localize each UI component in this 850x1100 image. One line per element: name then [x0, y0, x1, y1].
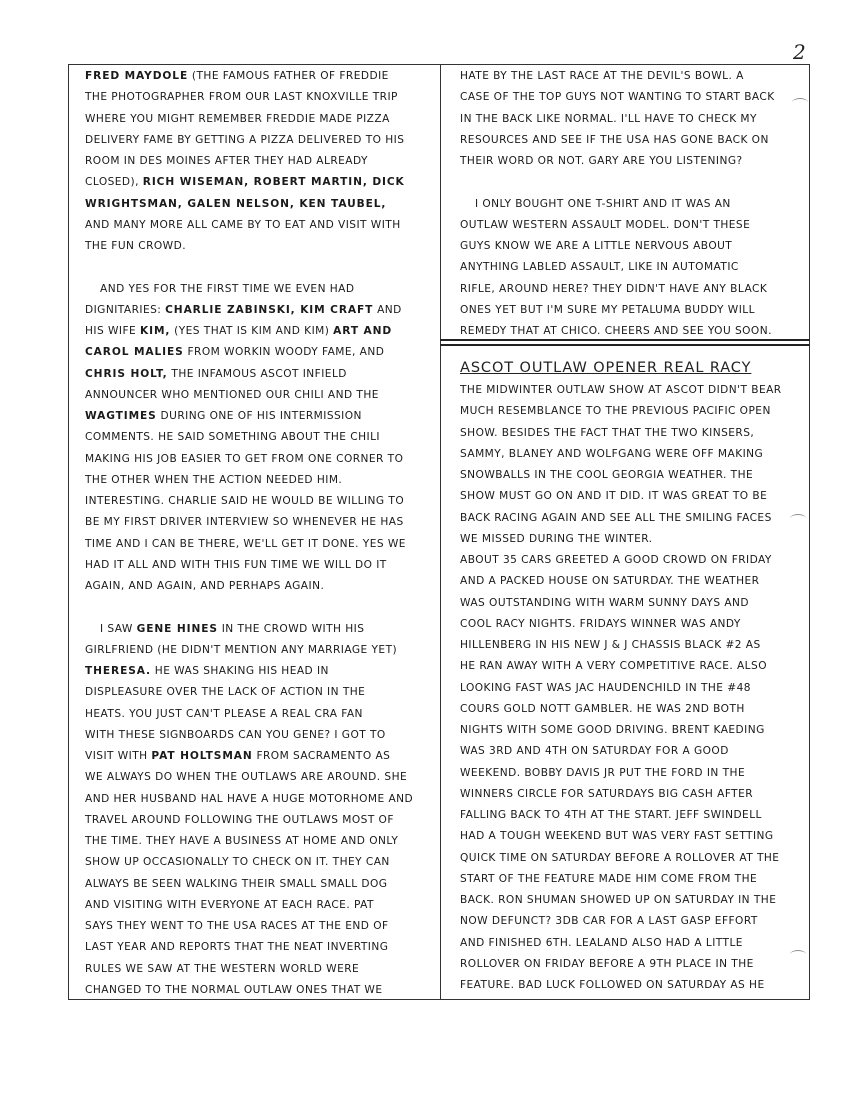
text-line — [85, 194, 430, 215]
text-segment: INTERESTING. CHARLIE SAID HE WOULD BE WILLING TO — [85, 495, 405, 507]
text-segment: AGAIN, AND AGAIN, AND PERHAPS AGAIN. — [85, 580, 325, 592]
paragraph-gene-hines — [85, 619, 430, 1002]
text-line: WAS OUTSTANDING WITH WARM SUNNY DAYS AND — [460, 596, 749, 609]
text-segment: I SAW — [100, 622, 137, 635]
text-line — [85, 406, 430, 427]
name-highlight: PAT HOLTSMAN — [151, 750, 253, 762]
text-line — [85, 746, 430, 767]
text-line — [85, 109, 430, 130]
text-line: SAMMY, BLANEY AND WOLFGANG WERE OFF MAKING — [460, 447, 764, 460]
text-line — [85, 449, 430, 470]
text-line: COURS GOLD NOTT GAMBLER. HE WAS 2ND BOTH — [460, 702, 745, 715]
text-segment: ROOM IN DES MOINES AFTER THEY HAD ALREADY — [85, 155, 368, 167]
text-line: WAS 3RD AND 4TH ON SATURDAY FOR A GOOD — [460, 745, 729, 758]
text-line — [85, 321, 430, 342]
text-line — [85, 300, 430, 321]
text-line — [85, 534, 430, 555]
text-segment: AND YES FOR THE FIRST TIME WE EVEN HAD — [100, 282, 355, 295]
name-highlight: THERESA. — [85, 665, 151, 677]
text-segment: AND HER HUSBAND HAL HAVE A HUGE MOTORHOME AND — [85, 792, 414, 805]
text-line: MUCH RESEMBLANCE TO THE PREVIOUS PACIFIC OPEN — [460, 405, 771, 418]
text-segment: MAKING HIS JOB EASIER TO GET FROM ONE CORNER TO — [85, 452, 404, 465]
text-line — [85, 364, 430, 385]
text-line — [85, 980, 430, 1001]
text-segment: HEATS. YOU JUST CAN'T PLEASE A REAL CRA FAN — [85, 707, 363, 720]
text-line: WE MISSED DURING THE WINTER. — [460, 532, 653, 545]
text-line — [85, 852, 430, 873]
text-segment: THE PHOTOGRAPHER FROM OUR LAST KNOXVILLE TRIP — [85, 91, 398, 104]
text-line: HILLENBERG IN HIS NEW J & J CHASSIS BLACK #2 AS — [460, 639, 761, 651]
text-segment: BE MY FIRST DRIVER INTERVIEW SO WHENEVER HE HAS — [85, 516, 404, 529]
text-line — [85, 704, 430, 725]
text-segment: HIS WIFE — [85, 325, 140, 337]
text-segment: DISPLEASURE OVER THE LACK OF ACTION IN THE — [85, 686, 366, 699]
text-line: WEEKEND. BOBBY DAVIS JR PUT THE FORD IN THE — [460, 766, 746, 779]
text-line: GUYS KNOW WE ARE A LITTLE NERVOUS ABOUT — [460, 240, 733, 252]
text-line — [85, 470, 430, 491]
text-segment: HE WAS SHAKING HIS HEAD IN — [150, 665, 329, 677]
text-segment: SAYS THEY WENT TO THE USA RACES AT THE END OF — [85, 920, 389, 932]
text-segment: WITH THESE SIGNBOARDS CAN YOU GENE? I GOT TO — [85, 728, 386, 741]
text-segment: AND VISITING WITH EVERYONE AT EACH RACE. PAT — [85, 898, 374, 911]
text-segment: TRAVEL AROUND FOLLOWING THE OUTLAWS MOST OF — [85, 813, 394, 826]
text-segment: LAST YEAR AND REPORTS THAT THE NEAT INVERTING — [85, 941, 389, 954]
text-segment: ANNOUNCER WHO MENTIONED OUR CHILI AND THE — [85, 388, 379, 401]
text-line — [85, 215, 430, 236]
text-line: SHOW MUST GO ON AND IT DID. IT WAS GREAT TO BE — [460, 490, 768, 503]
text-line: FALLING BACK TO 4TH AT THE START. JEFF SWINDELL — [460, 809, 762, 821]
text-line: AND FINISHED 6TH. LEALAND ALSO HAD A LITTLE — [460, 936, 743, 949]
name-highlight: CAROL MALIES — [85, 346, 184, 359]
text-segment: DELIVERY FAME BY GETTING A PIZZA DELIVERED TO HIS — [85, 133, 405, 146]
text-line — [85, 130, 430, 151]
text-line — [85, 619, 430, 640]
text-line: NIGHTS WITH SOME GOOD DRIVING. BRENT KAEDING — [460, 724, 765, 736]
text-line — [85, 831, 430, 852]
text-segment: DIGNITARIES: — [85, 303, 166, 316]
text-line: ANYTHING LABLED ASSAULT, LIKE IN AUTOMATIC — [460, 261, 739, 274]
text-line — [85, 385, 430, 406]
text-line — [85, 874, 430, 895]
text-line — [85, 491, 430, 512]
page-number: 2 — [793, 40, 806, 64]
text-segment: THE FUN CROWD. — [85, 240, 187, 252]
text-line — [85, 767, 430, 788]
name-highlight: WRIGHTSMAN, GALEN NELSON, KEN TAUBEL, — [85, 197, 387, 210]
text-line: RIFLE, AROUND HERE? THEY DIDN'T HAVE ANY BLACK — [460, 282, 768, 295]
text-line: BACK. RON SHUMAN SHOWED UP ON SATURDAY IN THE — [460, 894, 777, 906]
text-line — [85, 87, 430, 108]
text-line — [85, 937, 430, 958]
text-line: NOW DEFUNCT? 3DB CAR FOR A LAST GASP EFFORT — [460, 915, 758, 928]
text-line: OUTLAW WESTERN ASSAULT MODEL. DON'T THESE — [460, 218, 751, 231]
text-line: BACK RACING AGAIN AND SEE ALL THE SMILING FACES — [460, 511, 772, 524]
text-line — [85, 895, 430, 916]
text-segment: (THE FAMOUS FATHER OF FREDDIE — [188, 70, 389, 82]
paragraph-guests — [85, 66, 430, 257]
text-line — [85, 661, 430, 682]
text-line: SHOW. BESIDES THE FACT THAT THE TWO KINSERS, — [460, 426, 755, 439]
text-line: START OF THE FEATURE MADE HIM COME FROM THE — [460, 872, 758, 885]
text-segment: CLOSED), — [85, 176, 143, 189]
text-line — [85, 555, 430, 576]
text-line: ABOUT 35 CARS GREETED A GOOD CROWD ON FRIDAY — [460, 554, 772, 566]
name-highlight: GENE HINES — [136, 622, 218, 635]
text-line — [85, 427, 430, 448]
text-line — [85, 279, 430, 300]
text-segment: IN THE CROWD WITH HIS — [217, 622, 365, 635]
text-line: CASE OF THE TOP GUYS NOT WANTING TO START BACK — [460, 91, 775, 104]
text-segment: VISIT WITH — [85, 750, 152, 762]
name-highlight: ART AND — [333, 325, 393, 337]
text-segment: SHOW UP OCCASIONALLY TO CHECK ON IT. THEY CAN — [85, 856, 390, 869]
text-line — [85, 916, 430, 937]
name-highlight: RICH WISEMAN, ROBERT MARTIN, DICK — [142, 176, 405, 189]
column-divider — [440, 64, 441, 1000]
text-segment: COMMENTS. HE SAID SOMETHING ABOUT THE CHILI — [85, 431, 380, 444]
text-segment: RULES WE SAW AT THE WESTERN WORLD WERE — [85, 962, 360, 975]
text-line: IN THE BACK LIKE NORMAL. I'LL HAVE TO CHECK MY — [460, 112, 757, 125]
text-line: WINNERS CIRCLE FOR SATURDAYS BIG CASH AFTER — [460, 787, 754, 800]
text-segment: TIME AND I CAN BE THERE, WE'LL GET IT DONE. YES WE — [85, 537, 406, 550]
text-segment: (YES THAT IS KIM AND KIM) — [170, 325, 334, 337]
text-segment: WHERE YOU MIGHT REMEMBER FREDDIE MADE PIZZA — [85, 112, 390, 125]
text-line: QUICK TIME ON SATURDAY BEFORE A ROLLOVER AT THE — [460, 851, 780, 864]
text-line — [85, 151, 430, 172]
name-highlight: WAGTIMES — [85, 410, 157, 422]
text-line — [85, 236, 430, 257]
text-line — [85, 682, 430, 703]
text-line: ROLLOVER ON FRIDAY BEFORE A 9TH PLACE IN THE — [460, 957, 754, 970]
text-line — [85, 172, 430, 193]
paragraph-devils-bowl — [460, 66, 805, 172]
text-line: COOL RACY NIGHTS. FRIDAYS WINNER WAS ANDY — [460, 617, 741, 630]
text-line — [85, 810, 430, 831]
name-highlight: KIM, — [140, 325, 171, 337]
text-line — [85, 959, 430, 980]
text-line — [85, 66, 430, 87]
text-line: HAD A TOUGH WEEKEND BUT WAS VERY FAST SETTING — [460, 830, 774, 843]
text-segment: AND MANY MORE ALL CAME BY TO EAT AND VISIT WITH — [85, 218, 401, 231]
text-line: ONES YET BUT I'M SURE MY PETALUMA BUDDY WILL — [460, 303, 755, 316]
text-line — [85, 789, 430, 810]
right-column-top — [460, 66, 805, 342]
text-segment: ALWAYS BE SEEN WALKING THEIR SMALL SMALL DOG — [85, 877, 388, 890]
article-paragraph-midwinter — [460, 380, 805, 550]
paragraph-dignitaries — [85, 279, 430, 598]
text-line: THEIR WORD OR NOT. GARY ARE YOU LISTENING? — [460, 155, 743, 167]
text-segment: GIRLFRIEND (HE DIDN'T MENTION ANY MARRIAGE YET) — [85, 643, 398, 656]
article-paragraph-results — [460, 550, 805, 996]
text-segment: FROM WORKIN WOODY FAME, AND — [183, 346, 385, 359]
text-segment: THE OTHER WHEN THE ACTION NEEDED HIM. — [85, 473, 343, 486]
text-line — [85, 640, 430, 661]
text-line: REMEDY THAT AT CHICO. CHEERS AND SEE YOU SOON. — [460, 325, 772, 337]
text-line: THE MIDWINTER OUTLAW SHOW AT ASCOT DIDN'T BEAR — [460, 384, 782, 396]
name-highlight: CHARLIE ZABINSKI, KIM CRAFT — [165, 303, 374, 316]
text-line: HE RAN AWAY WITH A VERY COMPETITIVE RACE. ALSO — [460, 660, 767, 673]
text-segment: CHANGED TO THE NORMAL OUTLAW ONES THAT WE — [85, 983, 383, 996]
text-segment: THE INFAMOUS ASCOT INFIELD — [167, 367, 347, 380]
text-segment: DURING ONE OF HIS INTERMISSION — [156, 410, 362, 422]
paragraph-t-shirt — [460, 194, 805, 343]
text-segment: THE TIME. THEY HAVE A BUSINESS AT HOME AND ONLY — [85, 835, 399, 847]
name-highlight: FRED MAYDOLE — [85, 70, 189, 82]
text-segment: WE ALWAYS DO WHEN THE OUTLAWS ARE AROUND. SHE — [85, 771, 408, 784]
text-line: RESOURCES AND SEE IF THE USA HAS GONE BACK ON — [460, 133, 769, 146]
text-line: LOOKING FAST WAS JAC HAUDENCHILD IN THE #48 — [460, 681, 751, 694]
text-segment: HAD IT ALL AND WITH THIS FUN TIME WE WILL DO IT — [85, 558, 387, 571]
article-headline: ASCOT OUTLAW OPENER REAL RACY — [460, 360, 752, 376]
text-line: I ONLY BOUGHT ONE T-SHIRT AND IT WAS AN — [475, 197, 731, 210]
text-line: AND A PACKED HOUSE ON SATURDAY. THE WEATHER — [460, 575, 760, 588]
text-line — [85, 512, 430, 533]
name-highlight: CHRIS HOLT, — [85, 367, 168, 380]
text-line: FEATURE. BAD LUCK FOLLOWED ON SATURDAY AS HE — [460, 979, 765, 991]
text-segment: FROM SACRAMENTO AS — [252, 750, 391, 762]
article-ascot — [460, 356, 805, 996]
text-line — [85, 725, 430, 746]
left-column — [85, 66, 430, 1001]
text-line — [85, 576, 430, 597]
text-segment: AND — [373, 303, 402, 316]
text-line: HATE BY THE LAST RACE AT THE DEVIL'S BOWL. A — [460, 70, 744, 82]
text-line — [85, 342, 430, 363]
text-line: SNOWBALLS IN THE COOL GEORGIA WEATHER. THE — [460, 469, 754, 481]
